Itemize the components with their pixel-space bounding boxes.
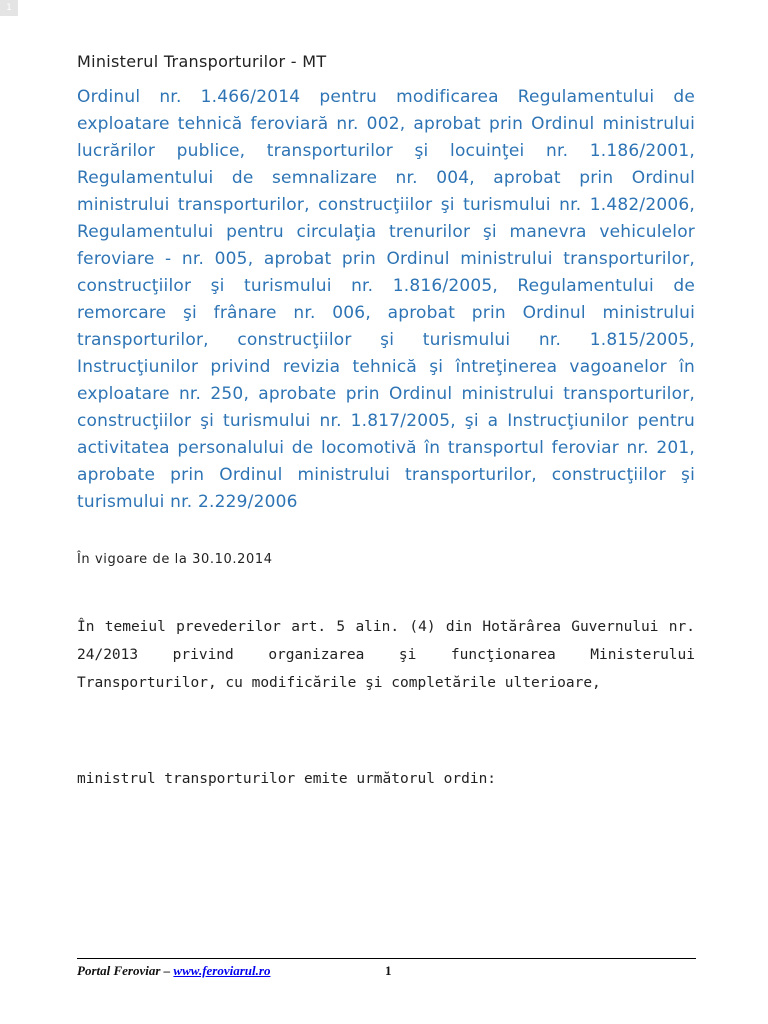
order-title: Ordinul nr. 1.466/2014 pentru modificarea Regulamentului de exploatare tehnică feroviară nr. 002, aprobat prin Ordinul ministrului lucrărilor publice, transporturilor şi locuinţei nr. 1.186/2001, Regulamentului de semnalizare nr. 004, aprobat prin Ordinul ministrului transporturilor, construcţiilor şi turismului nr. 1.482/2006, Regulamentului pentru circulaţia trenurilor şi manevra vehiculelor feroviare - nr. 005, aprobat prin Ordinul ministrului transporturilor, construcţiilor şi turismului nr. 1.816/2005, Regulamentului de remorcare şi frânare nr. 006, aprobat prin Ordinul ministrului transporturilor, construcţiilor şi turismului nr. 1.815/2005, Instrucţiunilor privind revizia tehnică şi întreţinerea vagoanelor în exploatare nr. 250, aprobate prin Ordinul ministrului transporturilor, construcţiilor şi turismului nr. 1.817/2005, şi a Instrucţiunilor pentru activitatea personalului de locomotivă în transportul feroviar nr. 201, aprobate prin Ordinul ministrului transporturilor, construcţiilor şi turismului nr. 2.229/2006 <box>77 87 695 512</box>
in-force-date: În vigoare de la 30.10.2014 <box>77 552 273 567</box>
footer-website-link[interactable]: www.feroviarul.ro <box>173 963 271 978</box>
footer-page-number: 1 <box>385 963 392 978</box>
preamble-paragraph: În temeiul prevederilor art. 5 alin. (4) din Hotărârea Guvernului nr. 24/2013 privind organizarea şi funcţionarea Ministerului Transporturilor, cu modificările şi completările ulterioare, <box>77 619 695 691</box>
page-number-badge: 1 <box>0 0 18 16</box>
footer <box>77 963 270 979</box>
enacting-clause: ministrul transporturilor emite următorul ordin: <box>77 771 497 787</box>
ministry-heading: Ministerul Transporturilor - MT <box>77 52 327 71</box>
footer-divider <box>77 958 696 959</box>
footer-label: Portal Feroviar – <box>77 963 174 978</box>
